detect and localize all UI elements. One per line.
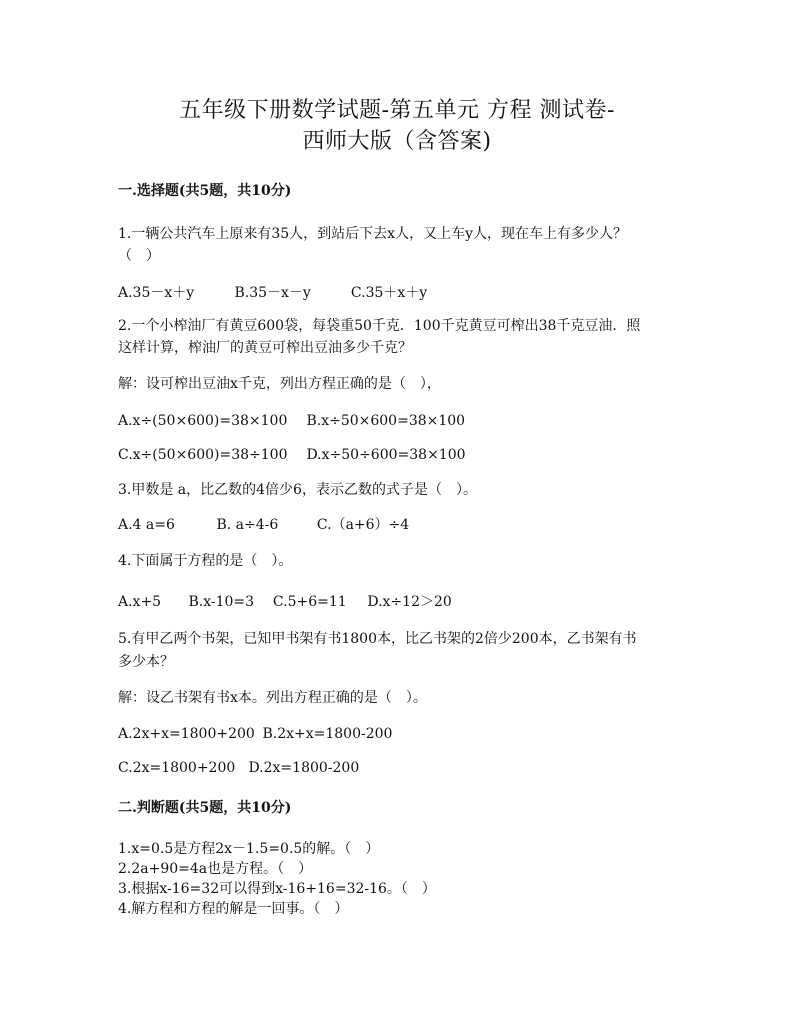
question-3-options xyxy=(118,514,409,536)
option: B. a÷4-6 xyxy=(216,517,279,533)
option: D.x÷12＞20 xyxy=(367,594,452,610)
option: A.35－x＋y xyxy=(118,285,195,301)
option: D.x÷50÷600=38×100 xyxy=(306,447,466,463)
question-4-text: 4.下面属于方程的是（ ）。 xyxy=(118,553,293,569)
question-2-options xyxy=(118,444,466,466)
page-title-line-2: 西师大版（含答案) xyxy=(302,129,492,154)
question-3-text: 3.甲数是 a，比乙数的4倍少6，表示乙数的式子是（ ）。 xyxy=(118,482,477,498)
option: B.35－x－y xyxy=(234,285,311,301)
question-5-prompt: 解：设乙书架有书x本。列出方程正确的是（ ）。 xyxy=(118,690,427,706)
question-1-options xyxy=(118,282,427,304)
page-title-line-1: 五年级下册数学试题-第五单元 方程 测试卷- xyxy=(179,98,615,123)
option: C.（a+6）÷4 xyxy=(316,517,410,533)
option: B.2x+x=1800-200 xyxy=(262,726,393,742)
option: A.4 a=6 xyxy=(118,517,175,533)
question-5-text: 多少本？ xyxy=(118,654,174,670)
question-2-text: 2.一个小榨油厂有黄豆600袋，每袋重50千克．100千克黄豆可榨出38千克豆油．照 xyxy=(118,318,641,334)
option: C.5+6=11 xyxy=(272,594,347,610)
question-2-text: 这样计算，榨油厂的黄豆可榨出豆油多少千克？ xyxy=(118,340,412,356)
question-1-blank: （ ） xyxy=(118,248,160,264)
question-4-options xyxy=(118,591,452,613)
option: B.x÷50×600=38×100 xyxy=(306,413,466,429)
option: C.x÷(50×600)=38÷100 xyxy=(118,447,288,463)
judge-item: 3.根据x-16=32可以得到x-16+16=32-16。（ ） xyxy=(118,881,436,897)
section-heading-choice: 一.选择题(共5题，共10分) xyxy=(118,183,292,199)
judge-item: 2.2a+90=4a也是方程。（ ） xyxy=(118,861,313,877)
question-2-prompt: 解：设可榨出豆油x千克，列出方程正确的是（ ）， xyxy=(118,376,441,392)
section-heading-judge: 二.判断题(共5题，共10分) xyxy=(118,800,292,816)
option: B.x-10=3 xyxy=(188,594,255,610)
question-5-options xyxy=(118,723,392,745)
option: A.x÷(50×600)=38×100 xyxy=(118,413,288,429)
option: D.2x=1800-200 xyxy=(248,760,360,776)
option: A.x+5 xyxy=(118,594,162,610)
option: C.35＋x＋y xyxy=(350,285,428,301)
judge-item: 4.解方程和方程的解是一回事。（ ） xyxy=(118,901,349,917)
question-2-options xyxy=(118,410,465,432)
judge-item: 1.x=0.5是方程2x－1.5=0.5的解。（ ） xyxy=(118,841,380,857)
question-1-text: 1.一辆公共汽车上原来有35人，到站后下去x人，又上车y人，现在车上有多少人？ xyxy=(118,226,627,242)
option: C.2x=1800+200 xyxy=(118,760,236,776)
question-5-text: 5.有甲乙两个书架，已知甲书架有书1800本，比乙书架的2倍少200本，乙书架有书 xyxy=(118,631,637,647)
question-5-options xyxy=(118,757,359,779)
option: A.2x+x=1800+200 xyxy=(118,726,255,742)
